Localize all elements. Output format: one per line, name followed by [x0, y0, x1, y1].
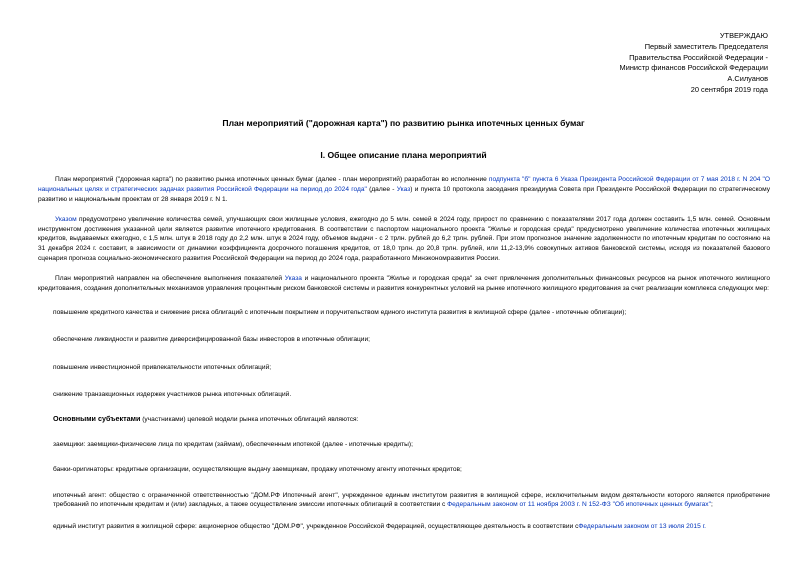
law-link[interactable]: Федеральным законом от 11 ноября 2003 г. N 152-ФЗ "Об ипотечных ценных бумагах" [447, 501, 711, 509]
document-body [38, 175, 770, 547]
measure-item: повышение инвестиционной привлекательности ипотечных облигаций; [53, 363, 272, 371]
approval-line: Правительства Российской Федерации - [629, 52, 768, 62]
approval-line: А.Силуанов [727, 74, 768, 84]
subject-item-agent [53, 491, 770, 511]
subject-item: заемщики: заемщики-физические лица по кредитам (займам), обеспеченным ипотекой (далее - ипотечные кредиты); [53, 440, 413, 448]
approval-line: УТВЕРЖДАЮ [719, 31, 768, 40]
subject-item-institute [53, 522, 770, 532]
approval-line: Министр финансов Российской Федерации [619, 63, 768, 73]
subject-item: банки-оригинаторы: кредитные организации, осуществляющие выдачу заемщикам, продажу ипотечному агенту ипотечных кредитов; [53, 466, 462, 474]
decree-link[interactable]: Указа [284, 275, 302, 283]
text-span: План мероприятий направлен на обеспечение выполнения показателей [55, 275, 285, 283]
approval-line: Первый заместитель Председателя [644, 41, 768, 51]
text-span: ; [710, 501, 713, 509]
approval-line: 20 сентября 2019 года [690, 84, 768, 94]
measure-item: обеспечение ликвидности и развитие диверсифицированной базы инвесторов в ипотечные облигации; [53, 336, 371, 344]
decree-link[interactable]: подпункта "б" пункта 6 Указа Президента Российской Федерации от 7 мая 2018 г. N 204 "О национальных целях и стратегических задачах развития Российской Федерации на период до 2024 года" [38, 176, 770, 193]
text-span: и национального проекта "Жилье и городская среда" за счет привлечения дополнительных финансовых ресурсов на рынок ипотечного жилищного кредитования, создания дополнительных механизмов управления процентным риском банковской системы и развития конкурентных условий на рынке ипотечного жилищного кредитования за счет реализации комплекса следующих мер: [38, 275, 770, 293]
subjects-bold: Основными субъектами [53, 413, 141, 423]
paragraph-intro [38, 175, 770, 204]
document-title: План мероприятий ("дорожная карта") по развитию рынка ипотечных ценных бумаг [222, 118, 585, 128]
text-span: единый институт развития в жилищной сфере: акционерное общество "ДОМ.РФ", учрежденное Российской Федерацией, осуществляющее деятельность в соответствии с [53, 523, 579, 531]
paragraph-measures-intro [38, 274, 770, 294]
text-span: (участниками) целевой модели рынка ипотечных облигаций являются: [140, 415, 359, 423]
measure-item: повышение кредитного качества и снижение риска облигаций с ипотечным покрытием и поручительством единого института развития в жилищной сфере (далее - ипотечные облигации); [53, 308, 627, 316]
text-span: ипотечный агент: общество с ограниченной ответственностью "ДОМ.РФ Ипотечный агент", учрежденное единым институтом развития в жилищной сфере, исключительным видом деятельности которого является приобретение требований по ипотечным кредитам и (или) закладных, а также осуществление эмиссии ипотечных облигаций в соответствии с [53, 491, 770, 509]
paragraph-goals [38, 215, 770, 264]
approval-block [578, 31, 768, 96]
text-span: предусмотрено увеличение количества семей, улучшающих свои жилищные условия, ежегодно до 5 млн. семей в 2024 году, прирост по сравнению с показателями 2017 года должен составить 1,5 млн. семей. Основным инструментом достижения указанной цели является развитие ипотечного кредитования. В соответствии с паспортом национального проекта "Жилье и городская среда" предусмотрено увеличение количества ипотечных жилищных кредитов, выдаваемых ежегодно, с 1,5 млн. штук в 2018 году до 2,2 млн. штук в 2024 году, объемов выдачи - с 2 трлн. рублей до 6,2 трлн. рублей. При этом прогнозное значение задолженности по ипотечным кредитам по состоянию на 31 декабря 2024 г. составит, в зависимости от динамики коэффициента досрочного погашения кредитов, от 18,0 трлн. до 20,8 трлн. рублей, или 11,2-13,9% совокупных активов банковской системы, исходя из показателей базового сценария прогноза социально-экономического развития Российской Федерации на период до 2024 года, разработанного Минэкономразвития России. [38, 215, 770, 263]
text-span: ) и пункта 10 протокола заседания президиума Совета при Президенте Российской Федерации по стратегическому развитию и национальным проектам от 28 января 2019 г. N 1. [38, 185, 770, 203]
section-title: I. Общее описание плана мероприятий [320, 150, 487, 160]
measure-item: снижение транзакционных издержек участников рынка ипотечных облигаций. [53, 390, 292, 398]
decree-link[interactable]: Указом [55, 215, 77, 223]
text-span: (далее - [366, 185, 397, 193]
law-link[interactable]: Федеральным законом от 13 июля 2015 г. [578, 523, 706, 531]
decree-short-link[interactable]: Указ [396, 185, 411, 193]
subjects-heading [53, 414, 770, 425]
text-span: План мероприятий ("дорожная карта") по развитию рынка ипотечных ценных бумаг (далее - план мероприятий) разработан во исполнение [55, 176, 489, 183]
